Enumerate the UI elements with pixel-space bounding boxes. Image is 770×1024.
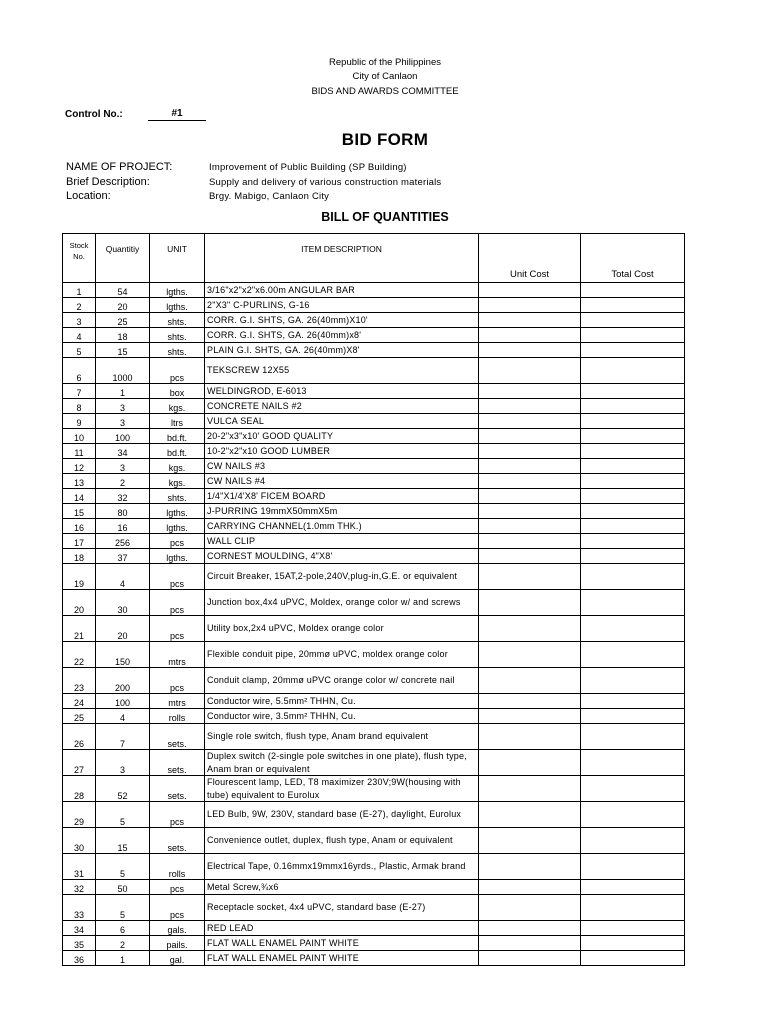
table-row bbox=[63, 459, 685, 474]
header-committee: BIDS AND AWARDS COMMITTEE bbox=[311, 86, 459, 97]
stock-no-cell: 11 bbox=[63, 444, 96, 459]
table-row bbox=[63, 880, 685, 895]
unit-cell: shts. bbox=[150, 343, 205, 358]
table-row bbox=[63, 429, 685, 444]
project-name-label: NAME OF PROJECT: bbox=[66, 161, 173, 173]
table-row bbox=[63, 951, 685, 966]
item-description-cell: WELDINGROD, E-6013 bbox=[205, 384, 479, 399]
quantity-cell: 1000 bbox=[96, 358, 150, 384]
header-unit: UNIT bbox=[150, 234, 205, 283]
item-description-cell: Receptacle socket, 4x4 uPVC, standard base (E-27) bbox=[205, 895, 479, 921]
total-cost-cell[interactable] bbox=[581, 313, 685, 328]
table-row bbox=[63, 921, 685, 936]
unit-cost-cell[interactable] bbox=[479, 936, 581, 951]
header-quantity: Quantitiy bbox=[96, 234, 150, 283]
item-description-cell: 10-2"x2"x10 GOOD LUMBER bbox=[205, 444, 479, 459]
quantity-cell: 1 bbox=[96, 951, 150, 966]
quantity-cell: 2 bbox=[96, 474, 150, 489]
quantity-cell: 18 bbox=[96, 328, 150, 343]
table-row bbox=[63, 590, 685, 616]
quantity-cell: 20 bbox=[96, 298, 150, 313]
quantity-cell: 7 bbox=[96, 724, 150, 750]
unit-cost-cell[interactable] bbox=[479, 489, 581, 504]
unit-cost-cell[interactable] bbox=[479, 414, 581, 429]
item-description-cell: CARRYING CHANNEL(1.0mm THK.) bbox=[205, 519, 479, 534]
project-name-value: Improvement of Public Building (SP Building) bbox=[209, 162, 407, 173]
unit-cost-cell[interactable] bbox=[479, 399, 581, 414]
stock-no-cell: 22 bbox=[63, 642, 96, 668]
stock-no-cell: 26 bbox=[63, 724, 96, 750]
unit-cell: pcs bbox=[150, 564, 205, 590]
header-city: City of Canlaon bbox=[352, 71, 418, 82]
total-cost-cell[interactable] bbox=[581, 328, 685, 343]
unit-cost-cell[interactable] bbox=[479, 519, 581, 534]
control-number-value: #1 bbox=[148, 108, 206, 121]
unit-cost-cell[interactable] bbox=[479, 343, 581, 358]
unit-cost-cell[interactable] bbox=[479, 694, 581, 709]
item-description-cell: VULCA SEAL bbox=[205, 414, 479, 429]
unit-cell: rolls bbox=[150, 709, 205, 724]
table-row bbox=[63, 519, 685, 534]
item-description-cell: CORR. G.I. SHTS, GA. 26(40mm)x8' bbox=[205, 328, 479, 343]
stock-no-cell: 19 bbox=[63, 564, 96, 590]
quantity-cell: 150 bbox=[96, 642, 150, 668]
quantity-cell: 15 bbox=[96, 828, 150, 854]
quantity-cell: 100 bbox=[96, 694, 150, 709]
total-cost-cell[interactable] bbox=[581, 459, 685, 474]
location-value: Brgy. Mabigo, Canlaon City bbox=[209, 191, 330, 202]
unit-cost-cell[interactable] bbox=[479, 313, 581, 328]
unit-cost-cell[interactable] bbox=[479, 616, 581, 642]
unit-cost-cell[interactable] bbox=[479, 951, 581, 966]
unit-cell: rolls bbox=[150, 854, 205, 880]
table-row bbox=[63, 549, 685, 564]
total-cost-cell[interactable] bbox=[581, 724, 685, 750]
unit-cost-cell[interactable] bbox=[479, 504, 581, 519]
location-label: Location: bbox=[66, 190, 111, 202]
quantity-cell: 3 bbox=[96, 459, 150, 474]
unit-cell: sets. bbox=[150, 828, 205, 854]
table-body bbox=[63, 283, 685, 966]
quantity-cell: 3 bbox=[96, 399, 150, 414]
unit-cell: pcs bbox=[150, 590, 205, 616]
table-row bbox=[63, 298, 685, 313]
total-cost-cell[interactable] bbox=[581, 936, 685, 951]
item-description-cell: Electrical Tape, 0.16mmx19mmx16yrds., Plastic, Armak brand bbox=[205, 854, 479, 880]
unit-cell: lgths. bbox=[150, 549, 205, 564]
stock-no-cell: 24 bbox=[63, 694, 96, 709]
stock-no-cell: 7 bbox=[63, 384, 96, 399]
total-cost-cell[interactable] bbox=[581, 429, 685, 444]
unit-cost-cell[interactable] bbox=[479, 474, 581, 489]
quantity-cell: 3 bbox=[96, 414, 150, 429]
unit-cell: bd.ft. bbox=[150, 444, 205, 459]
bill-of-quantities-title: BILL OF QUANTITIES bbox=[321, 210, 449, 224]
page-title: BID FORM bbox=[341, 130, 429, 149]
unit-cost-cell[interactable] bbox=[479, 384, 581, 399]
unit-cost-cell[interactable] bbox=[479, 283, 581, 298]
unit-cell: kgs. bbox=[150, 459, 205, 474]
table-row bbox=[63, 534, 685, 549]
unit-cell: ltrs bbox=[150, 414, 205, 429]
header-republic: Republic of the Philippines bbox=[329, 57, 441, 68]
header-unit-cost: Unit Cost bbox=[479, 234, 581, 283]
total-cost-cell[interactable] bbox=[581, 298, 685, 313]
item-description-cell: 3/16"x2"x2"x6.00m ANGULAR BAR bbox=[205, 283, 479, 298]
item-description-cell: FLAT WALL ENAMEL PAINT WHITE bbox=[205, 951, 479, 966]
stock-no-cell: 31 bbox=[63, 854, 96, 880]
unit-cost-cell[interactable] bbox=[479, 642, 581, 668]
unit-cell: sets. bbox=[150, 724, 205, 750]
table-row bbox=[63, 616, 685, 642]
quantity-cell: 256 bbox=[96, 534, 150, 549]
stock-no-cell: 21 bbox=[63, 616, 96, 642]
quantity-cell: 50 bbox=[96, 880, 150, 895]
total-cost-cell[interactable] bbox=[581, 504, 685, 519]
quantity-cell: 5 bbox=[96, 895, 150, 921]
quantity-cell: 4 bbox=[96, 709, 150, 724]
total-cost-cell[interactable] bbox=[581, 951, 685, 966]
unit-cost-cell[interactable] bbox=[479, 444, 581, 459]
unit-cell: lgths. bbox=[150, 298, 205, 313]
table-row bbox=[63, 343, 685, 358]
item-description-cell: Conduit clamp, 20mmø uPVC orange color w/ concrete nail bbox=[205, 668, 479, 694]
quantity-cell: 2 bbox=[96, 936, 150, 951]
unit-cost-cell[interactable] bbox=[479, 668, 581, 694]
quantity-cell: 34 bbox=[96, 444, 150, 459]
total-cost-cell[interactable] bbox=[581, 880, 685, 895]
total-cost-cell[interactable] bbox=[581, 444, 685, 459]
stock-no-cell: 32 bbox=[63, 880, 96, 895]
table-row bbox=[63, 474, 685, 489]
quantity-cell: 5 bbox=[96, 854, 150, 880]
unit-cell: sets. bbox=[150, 776, 205, 802]
header-total-cost: Total Cost bbox=[581, 234, 685, 283]
unit-cost-cell[interactable] bbox=[479, 854, 581, 880]
stock-no-cell: 9 bbox=[63, 414, 96, 429]
unit-cost-cell[interactable] bbox=[479, 880, 581, 895]
unit-cell: pcs bbox=[150, 802, 205, 828]
table-row bbox=[63, 642, 685, 668]
stock-no-cell: 2 bbox=[63, 298, 96, 313]
unit-cell: lgths. bbox=[150, 283, 205, 298]
item-description-cell: J-PURRING 19mmX50mmX5m bbox=[205, 504, 479, 519]
table-row bbox=[63, 414, 685, 429]
item-description-cell: Flourescent lamp, LED, T8 maximizer 230V;9W(housing with tube) equivalent to Eurolux bbox=[205, 776, 479, 802]
brief-description-label: Brief Description: bbox=[66, 176, 150, 188]
unit-cell: box bbox=[150, 384, 205, 399]
item-description-cell: Single role switch, flush type, Anam brand equivalent bbox=[205, 724, 479, 750]
stock-no-cell: 18 bbox=[63, 549, 96, 564]
total-cost-cell[interactable] bbox=[581, 343, 685, 358]
item-description-cell: 1/4"X1/4'X8' FICEM BOARD bbox=[205, 489, 479, 504]
total-cost-cell[interactable] bbox=[581, 854, 685, 880]
table-row bbox=[63, 384, 685, 399]
unit-cell: pcs bbox=[150, 534, 205, 549]
control-number-label: Control No.: bbox=[65, 109, 123, 120]
quantity-cell: 6 bbox=[96, 921, 150, 936]
item-description-cell: 2"X3" C-PURLINS, G-16 bbox=[205, 298, 479, 313]
table-row bbox=[63, 694, 685, 709]
total-cost-cell[interactable] bbox=[581, 828, 685, 854]
item-description-cell: Circuit Breaker, 15AT,2-pole,240V,plug-in,G.E. or equivalent bbox=[205, 564, 479, 590]
unit-cell: mtrs bbox=[150, 642, 205, 668]
unit-cost-cell[interactable] bbox=[479, 534, 581, 549]
header-stock-line1: Stock bbox=[69, 241, 89, 250]
item-description-cell: Duplex switch (2-single pole switches in one plate), flush type, Anam bran or equivalent bbox=[205, 750, 479, 776]
bill-of-quantities-table bbox=[62, 233, 685, 966]
stock-no-cell: 13 bbox=[63, 474, 96, 489]
quantity-cell: 32 bbox=[96, 489, 150, 504]
unit-cell: shts. bbox=[150, 328, 205, 343]
total-cost-cell[interactable] bbox=[581, 414, 685, 429]
header-item-description: ITEM DESCRIPTION bbox=[205, 234, 479, 283]
quantity-cell: 80 bbox=[96, 504, 150, 519]
stock-no-cell: 29 bbox=[63, 802, 96, 828]
table-row bbox=[63, 854, 685, 880]
quantity-cell: 54 bbox=[96, 283, 150, 298]
quantity-cell: 200 bbox=[96, 668, 150, 694]
stock-no-cell: 33 bbox=[63, 895, 96, 921]
quantity-cell: 52 bbox=[96, 776, 150, 802]
table-row bbox=[63, 709, 685, 724]
total-cost-cell[interactable] bbox=[581, 750, 685, 776]
total-cost-cell[interactable] bbox=[581, 590, 685, 616]
item-description-cell: PLAIN G.I. SHTS, GA. 26(40mm)X8' bbox=[205, 343, 479, 358]
unit-cell: gals. bbox=[150, 921, 205, 936]
unit-cost-cell[interactable] bbox=[479, 549, 581, 564]
item-description-cell: Junction box,4x4 uPVC, Moldex, orange color w/ and screws bbox=[205, 590, 479, 616]
quantity-cell: 1 bbox=[96, 384, 150, 399]
stock-no-cell: 23 bbox=[63, 668, 96, 694]
total-cost-cell[interactable] bbox=[581, 534, 685, 549]
unit-cell: pcs bbox=[150, 616, 205, 642]
total-cost-cell[interactable] bbox=[581, 358, 685, 384]
unit-cost-cell[interactable] bbox=[479, 298, 581, 313]
quantity-cell: 25 bbox=[96, 313, 150, 328]
unit-cost-cell[interactable] bbox=[479, 564, 581, 590]
item-description-cell: Flexible conduit pipe, 20mmø uPVC, moldex orange color bbox=[205, 642, 479, 668]
stock-no-cell: 5 bbox=[63, 343, 96, 358]
total-cost-cell[interactable] bbox=[581, 709, 685, 724]
stock-no-cell: 8 bbox=[63, 399, 96, 414]
quantity-cell: 37 bbox=[96, 549, 150, 564]
quantity-cell: 5 bbox=[96, 802, 150, 828]
table-row bbox=[63, 802, 685, 828]
unit-cell: pcs bbox=[150, 895, 205, 921]
item-description-cell: FLAT WALL ENAMEL PAINT WHITE bbox=[205, 936, 479, 951]
item-description-cell: TEKSCREW 12X55 bbox=[205, 358, 479, 384]
total-cost-cell[interactable] bbox=[581, 283, 685, 298]
table-row bbox=[63, 936, 685, 951]
header-stock-line2: No. bbox=[73, 252, 85, 261]
unit-cost-cell[interactable] bbox=[479, 709, 581, 724]
total-cost-cell[interactable] bbox=[581, 474, 685, 489]
unit-cost-cell[interactable] bbox=[479, 802, 581, 828]
stock-no-cell: 27 bbox=[63, 750, 96, 776]
stock-no-cell: 6 bbox=[63, 358, 96, 384]
unit-cell: pcs bbox=[150, 358, 205, 384]
total-cost-cell[interactable] bbox=[581, 549, 685, 564]
item-description-cell: RED LEAD bbox=[205, 921, 479, 936]
total-cost-cell[interactable] bbox=[581, 519, 685, 534]
brief-description-value: Supply and delivery of various construction materials bbox=[209, 177, 442, 188]
table-row bbox=[63, 668, 685, 694]
stock-no-cell: 10 bbox=[63, 429, 96, 444]
stock-no-cell: 16 bbox=[63, 519, 96, 534]
table-row bbox=[63, 313, 685, 328]
quantity-cell: 3 bbox=[96, 750, 150, 776]
unit-cell: mtrs bbox=[150, 694, 205, 709]
unit-cost-cell[interactable] bbox=[479, 358, 581, 384]
unit-cell: pcs bbox=[150, 668, 205, 694]
stock-no-cell: 35 bbox=[63, 936, 96, 951]
unit-cost-cell[interactable] bbox=[479, 750, 581, 776]
total-cost-cell[interactable] bbox=[581, 895, 685, 921]
item-description-cell: 20-2"x3"x10' GOOD QUALITY bbox=[205, 429, 479, 444]
item-description-cell: Conductor wire, 3.5mm² THHN, Cu. bbox=[205, 709, 479, 724]
stock-no-cell: 15 bbox=[63, 504, 96, 519]
table-row bbox=[63, 724, 685, 750]
table-row bbox=[63, 399, 685, 414]
total-cost-cell[interactable] bbox=[581, 694, 685, 709]
unit-cost-cell[interactable] bbox=[479, 328, 581, 343]
stock-no-cell: 12 bbox=[63, 459, 96, 474]
unit-cell: pails. bbox=[150, 936, 205, 951]
quantity-cell: 16 bbox=[96, 519, 150, 534]
item-description-cell: Conductor wire, 5.5mm² THHN, Cu. bbox=[205, 694, 479, 709]
quantity-cell: 100 bbox=[96, 429, 150, 444]
unit-cost-cell[interactable] bbox=[479, 776, 581, 802]
stock-no-cell: 36 bbox=[63, 951, 96, 966]
stock-no-cell: 4 bbox=[63, 328, 96, 343]
total-cost-cell[interactable] bbox=[581, 399, 685, 414]
item-description-cell: CORR. G.I. SHTS, GA. 26(40mm)X10' bbox=[205, 313, 479, 328]
total-cost-cell[interactable] bbox=[581, 564, 685, 590]
quantity-cell: 15 bbox=[96, 343, 150, 358]
stock-no-cell: 1 bbox=[63, 283, 96, 298]
table-row bbox=[63, 750, 685, 776]
unit-cell: gal. bbox=[150, 951, 205, 966]
item-description-cell: CW NAILS #3 bbox=[205, 459, 479, 474]
table-row bbox=[63, 564, 685, 590]
table-row bbox=[63, 328, 685, 343]
item-description-cell: Utility box,2x4 uPVC, Moldex orange color bbox=[205, 616, 479, 642]
quantity-cell: 4 bbox=[96, 564, 150, 590]
table-row bbox=[63, 828, 685, 854]
table-header-row bbox=[63, 234, 685, 283]
unit-cell: kgs. bbox=[150, 474, 205, 489]
stock-no-cell: 17 bbox=[63, 534, 96, 549]
total-cost-cell[interactable] bbox=[581, 668, 685, 694]
item-description-cell: CONCRETE NAILS #2 bbox=[205, 399, 479, 414]
item-description-cell: LED Bulb, 9W, 230V, standard base (E-27), daylight, Eurolux bbox=[205, 802, 479, 828]
stock-no-cell: 14 bbox=[63, 489, 96, 504]
unit-cost-cell[interactable] bbox=[479, 895, 581, 921]
unit-cost-cell[interactable] bbox=[479, 429, 581, 444]
table-row bbox=[63, 776, 685, 802]
total-cost-cell[interactable] bbox=[581, 642, 685, 668]
total-cost-cell[interactable] bbox=[581, 776, 685, 802]
stock-no-cell: 20 bbox=[63, 590, 96, 616]
unit-cell: kgs. bbox=[150, 399, 205, 414]
unit-cost-cell[interactable] bbox=[479, 724, 581, 750]
unit-cell: lgths. bbox=[150, 504, 205, 519]
table-row bbox=[63, 444, 685, 459]
stock-no-cell: 28 bbox=[63, 776, 96, 802]
unit-cell: sets. bbox=[150, 750, 205, 776]
table-row bbox=[63, 283, 685, 298]
unit-cell: lgths. bbox=[150, 519, 205, 534]
unit-cost-cell[interactable] bbox=[479, 590, 581, 616]
total-cost-cell[interactable] bbox=[581, 384, 685, 399]
quantity-cell: 30 bbox=[96, 590, 150, 616]
item-description-cell: CW NAILS #4 bbox=[205, 474, 479, 489]
table-row bbox=[63, 489, 685, 504]
item-description-cell: WALL CLIP bbox=[205, 534, 479, 549]
stock-no-cell: 30 bbox=[63, 828, 96, 854]
table-row bbox=[63, 504, 685, 519]
total-cost-cell[interactable] bbox=[581, 802, 685, 828]
total-cost-cell[interactable] bbox=[581, 489, 685, 504]
item-description-cell: CORNEST MOULDING, 4"X8' bbox=[205, 549, 479, 564]
stock-no-cell: 3 bbox=[63, 313, 96, 328]
item-description-cell: Metal Screw,¾x6 bbox=[205, 880, 479, 895]
stock-no-cell: 25 bbox=[63, 709, 96, 724]
unit-cell: shts. bbox=[150, 489, 205, 504]
unit-cost-cell[interactable] bbox=[479, 828, 581, 854]
unit-cell: bd.ft. bbox=[150, 429, 205, 444]
stock-no-cell: 34 bbox=[63, 921, 96, 936]
table-row bbox=[63, 358, 685, 384]
total-cost-cell[interactable] bbox=[581, 616, 685, 642]
unit-cost-cell[interactable] bbox=[479, 459, 581, 474]
header-stock-no bbox=[63, 234, 96, 283]
table-row bbox=[63, 895, 685, 921]
item-description-cell: Convenience outlet, duplex, flush type, Anam or equivalent bbox=[205, 828, 479, 854]
unit-cost-cell[interactable] bbox=[479, 921, 581, 936]
quantity-cell: 20 bbox=[96, 616, 150, 642]
unit-cell: shts. bbox=[150, 313, 205, 328]
total-cost-cell[interactable] bbox=[581, 921, 685, 936]
unit-cell: pcs bbox=[150, 880, 205, 895]
